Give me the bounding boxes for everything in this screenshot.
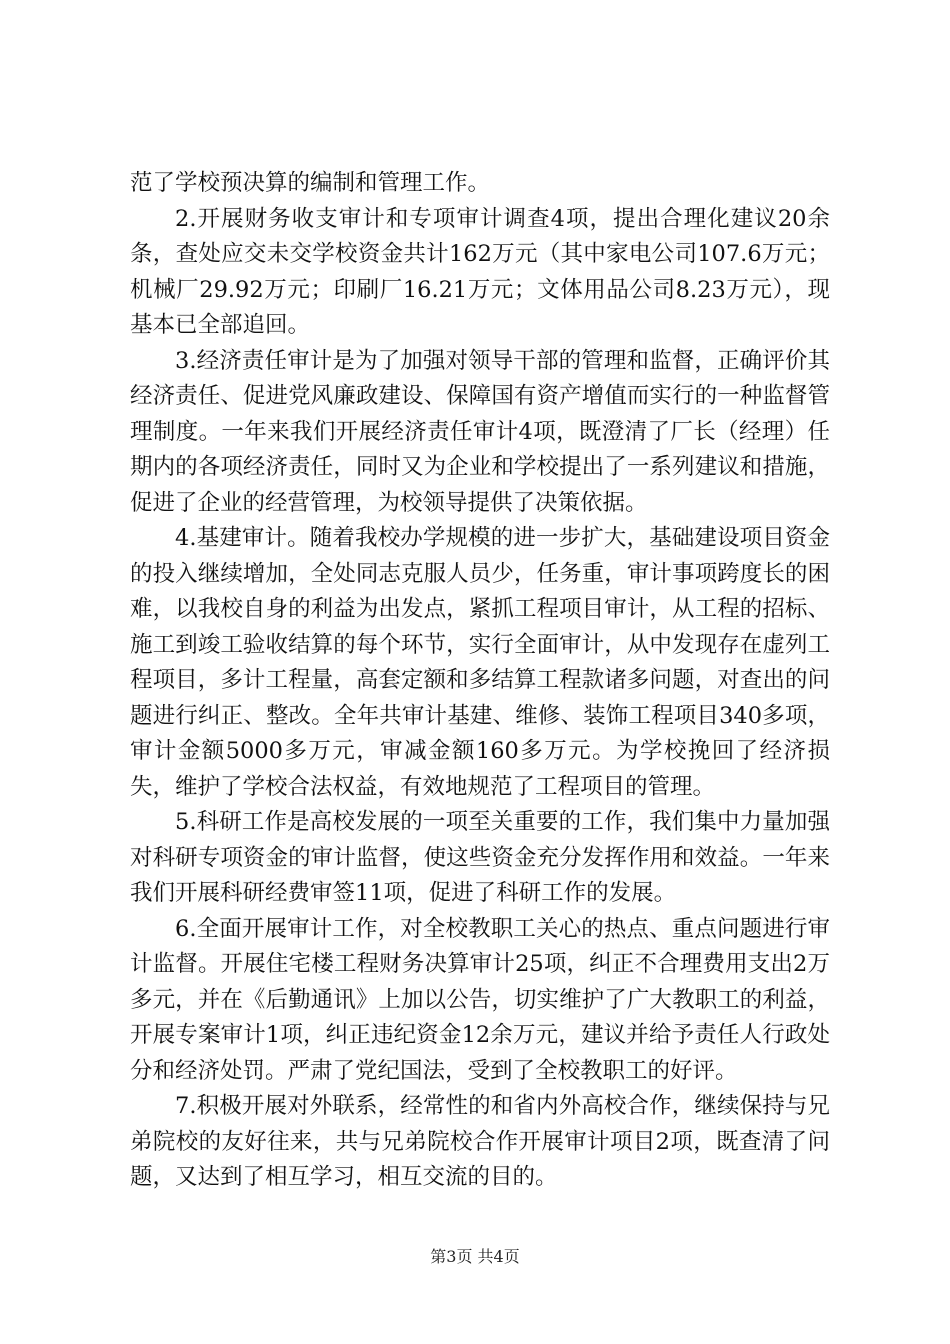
paragraph-item-4: 4.基建审计。随着我校办学规模的进一步扩大，基础建设项目资金的投入继续增加，全处同志克服人员少，任务重，审计事项跨度长的困难，以我校自身的利益为出发点，紧抓工程项目审计，从工程的招标、施工到竣工验收结算的每个环节，实行全面审计，从中发现存在虚列工程项目，多计工程量，高套定额和多结算工程款诸多问题，对查出的问题进行纠正、整改。全年共审计基建、维修、装饰工程项目340多项，审计金额5000多万元，审减金额160多万元。为学校挽回了经济损失，维护了学校合法权益，有效地规范了工程项目的管理。 — [130, 525, 830, 800]
paragraph-item-7: 7.积极开展对外联系，经常性的和省内外高校合作，继续保持与兄弟院校的友好往来，共与兄弟院校合作开展审计项目2项，既查清了问题，又达到了相互学习，相互交流的目的。 — [130, 1093, 830, 1190]
paragraph-item-2: 2.开展财务收支审计和专项审计调查4项，提出合理化建议20余条，查处应交未交学校资金共计162万元（其中家电公司107.6万元；机械厂29.92万元；印刷厂16.21万元；文体用品公司8.23万元），现基本已全部追回。 — [130, 205, 830, 338]
document-body — [130, 166, 830, 1196]
paragraph-continuation: 范了学校预决算的编制和管理工作。 — [130, 170, 491, 196]
paragraph-item-3: 3.经济责任审计是为了加强对领导干部的管理和监督，正确评价其经济责任、促进党风廉政建设、保障国有资产增值而实行的一种监督管理制度。一年来我们开展经济责任审计4项，既澄清了厂长（经理）任期内的各项经济责任，同时又为企业和学校提出了一系列建议和措施，促进了企业的经营管理，为校领导提供了决策依据。 — [130, 347, 830, 516]
paragraph-item-6: 6.全面开展审计工作，对全校教职工关心的热点、重点问题进行审计监督。开展住宅楼工程财务决算审计25项，纠正不合理费用支出2万多元，并在《后勤通讯》上加以公告，切实维护了广大教职工的利益，开展专案审计1项，纠正违纪资金12余万元，建议并给予责任人行政处分和经济处罚。严肃了党纪国法，受到了全校教职工的好评。 — [130, 915, 830, 1084]
paragraph-item-5: 5.科研工作是高校发展的一项至关重要的工作，我们集中力量加强对科研专项资金的审计监督，使这些资金充分发挥作用和效益。一年来我们开展科研经费审签11项，促进了科研工作的发展。 — [130, 809, 830, 906]
page-number-footer: 第3页 共4页 — [430, 1247, 520, 1266]
